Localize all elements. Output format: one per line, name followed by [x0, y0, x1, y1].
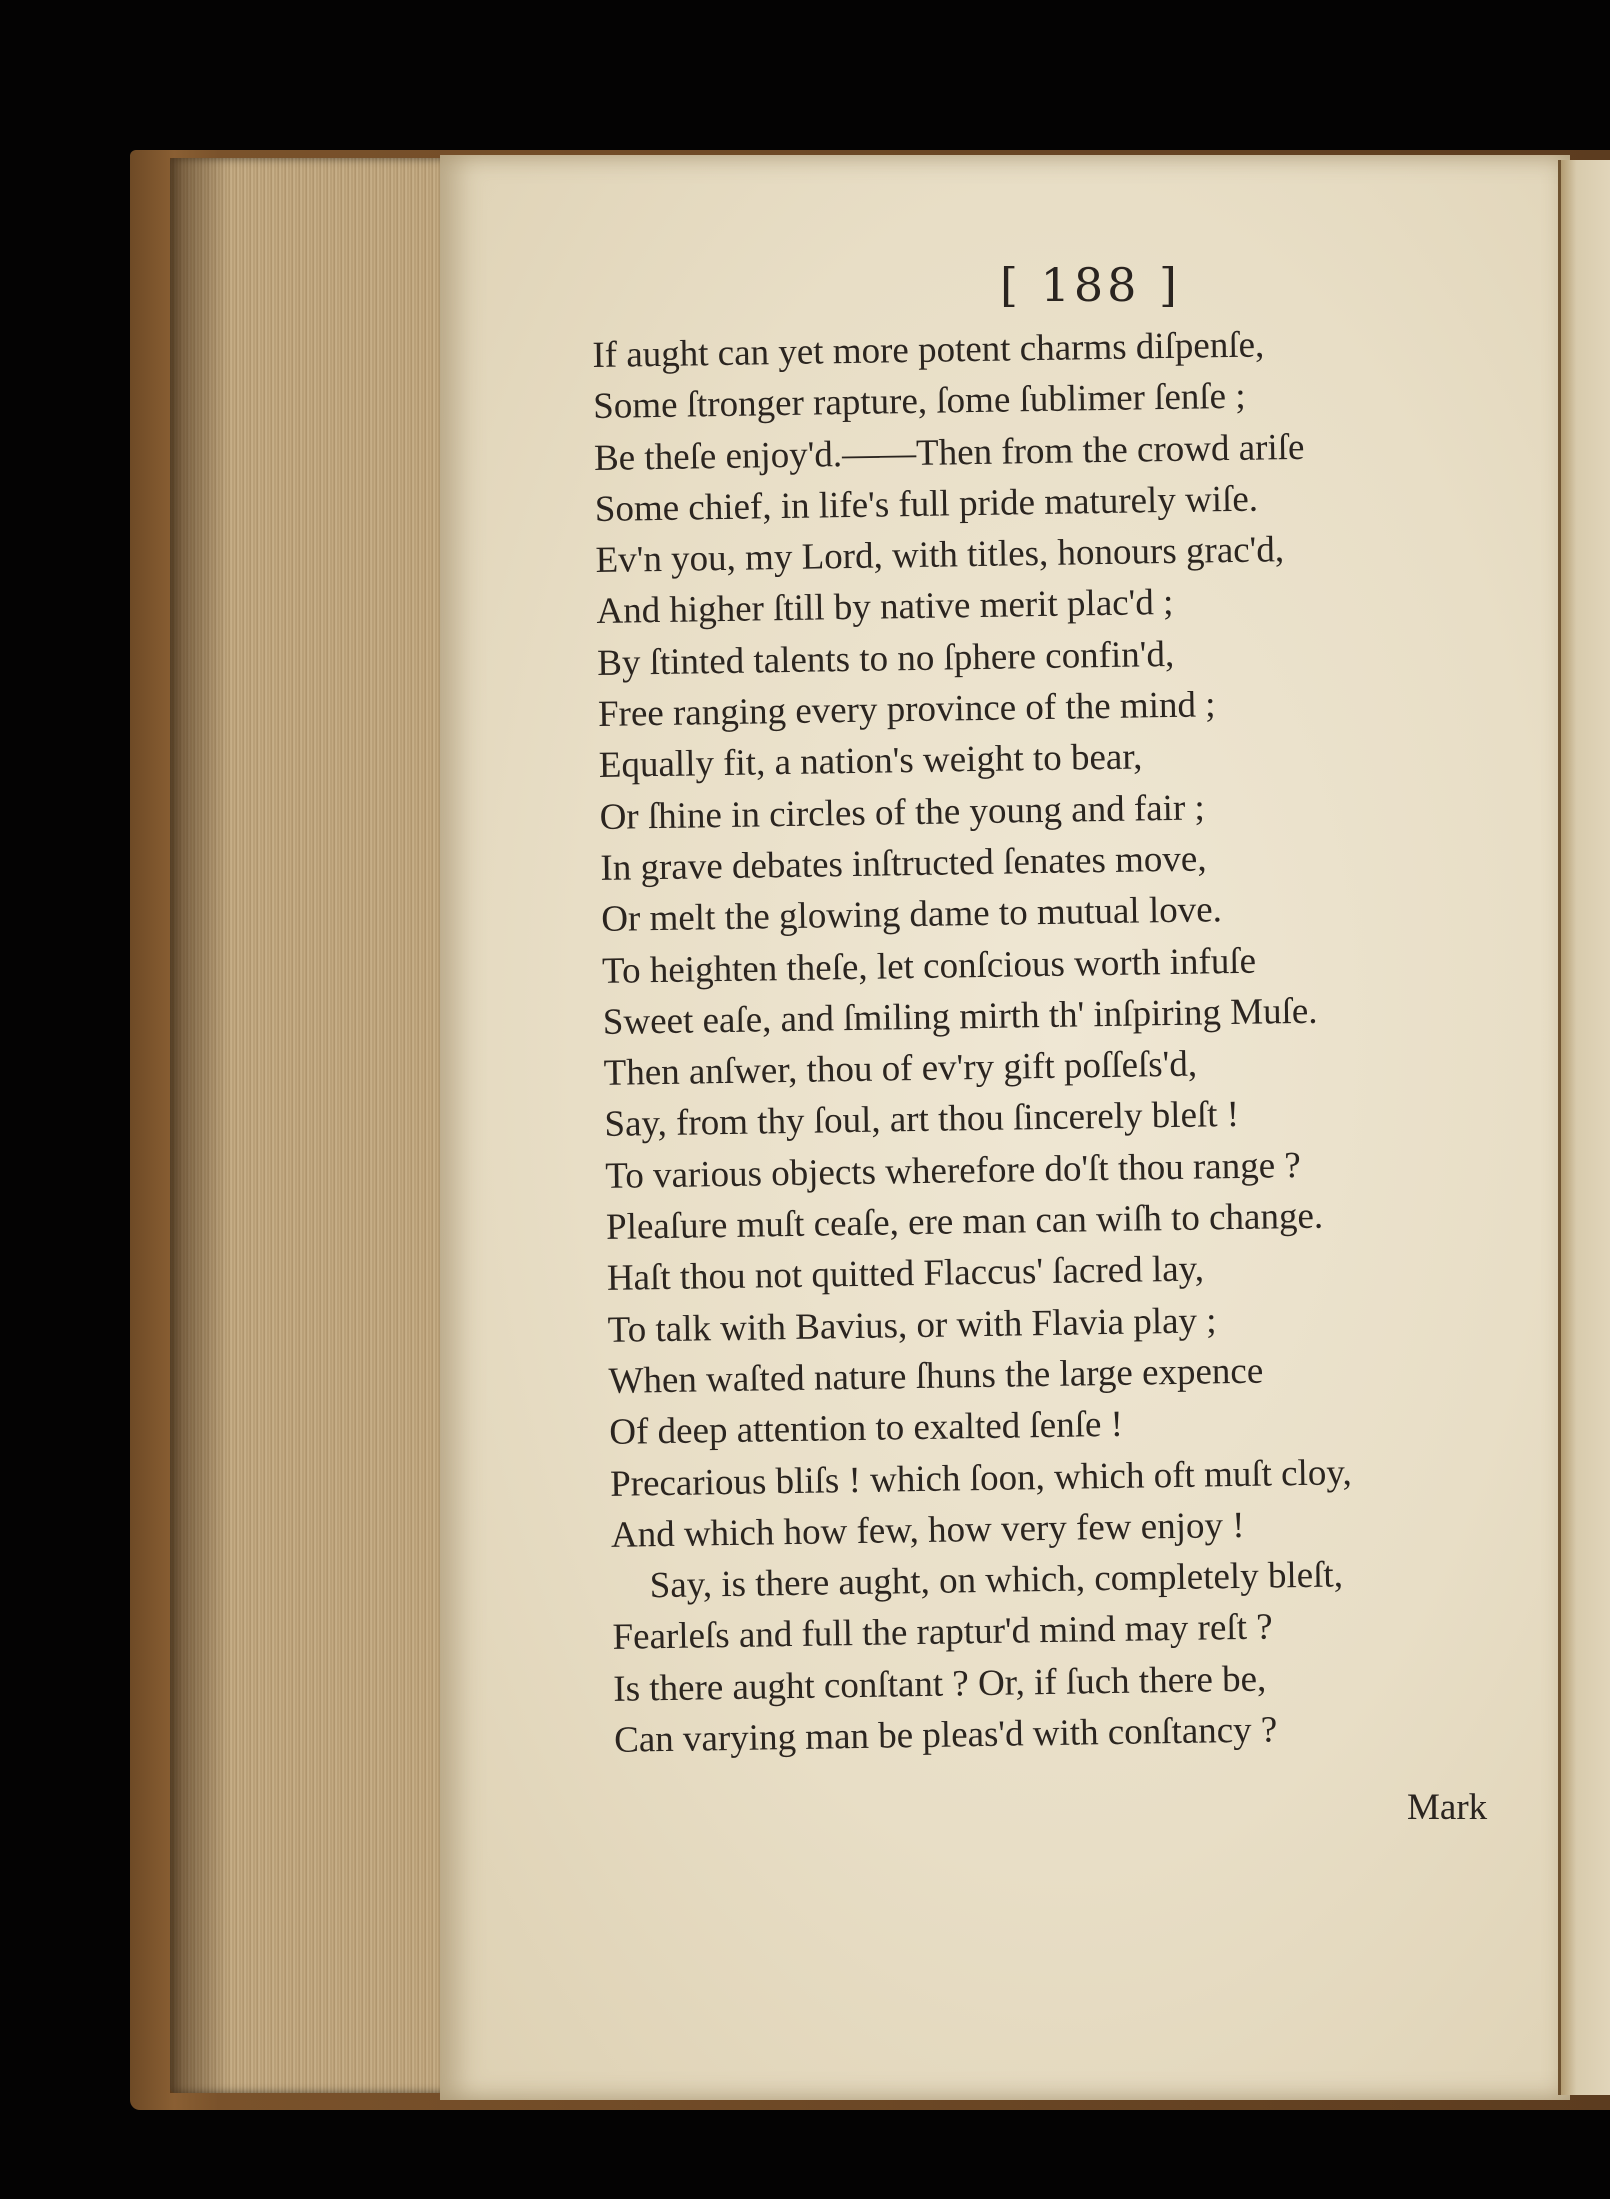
poem-line: Fearleſs and full the raptur'd mind may reſt ?: [612, 1606, 1273, 1659]
poem-line: Some chief, in life's full pride maturely wiſe.: [594, 478, 1259, 530]
poem-line: Pleaſure muſt ceaſe, ere man can wiſh to change.: [605, 1195, 1324, 1248]
poem-line: Equally fit, a nation's weight to bear,: [598, 736, 1143, 787]
poem-line: Is there aught conſtant ? Or, if ſuch there be,: [613, 1658, 1267, 1710]
poem-line: To heighten theſe, let conſcious worth infuſe: [601, 940, 1257, 992]
poem-line: If aught can yet more potent charms diſpenſe,: [592, 324, 1265, 376]
poem-line: And higher ſtill by native merit plac'd ;: [596, 582, 1174, 633]
poem-line: Haſt thou not quitted Flaccus' ſacred lay,: [606, 1248, 1205, 1300]
poem-line: Or melt the glowing dame to mutual love.: [600, 889, 1223, 941]
poem-line: To talk with Bavius, or with Flavia play ;: [607, 1299, 1217, 1351]
page-block-edges: [170, 158, 455, 2093]
poem-line: In grave debates inſtructed ſenates move,: [600, 838, 1207, 889]
facing-page-edge: [1558, 160, 1610, 2095]
poem-line: Of deep attention to exalted ſenſe !: [608, 1404, 1124, 1454]
poem-text: [592, 316, 1514, 1766]
poem-line: Ev'n you, my Lord, with titles, honours grac'd,: [595, 529, 1285, 582]
poem-line: To various objects wherefore do'ſt thou range ?: [604, 1144, 1302, 1197]
poem-line: Sweet eaſe, and ſmiling mirth th' inſpiring Muſe.: [602, 990, 1318, 1043]
poem-line: Precarious bliſs ! which ſoon, which oft muſt cloy,: [609, 1451, 1352, 1505]
catchword: Mark: [1407, 1787, 1488, 1828]
poem-line: Say, from thy ſoul, art thou ſincerely bleſt !: [604, 1094, 1240, 1146]
poem-line: Free ranging every province of the mind ;: [597, 684, 1216, 736]
page-number: [ 188 ]: [1000, 258, 1181, 312]
poem-line: When waſted nature ſhuns the large expence: [608, 1350, 1264, 1402]
poem-line: Or ſhine in circles of the young and fair ;: [599, 787, 1206, 838]
poem-line: Be theſe enjoy'd.——Then from the crowd ariſe: [593, 426, 1305, 479]
poem-line: Say, is there aught, on which, completely bleſt,: [649, 1554, 1344, 1607]
poem-line: By ſtinted talents to no ſphere confin'd,: [596, 633, 1175, 684]
poem-line: Some ſtronger rapture, ſome ſublimer ſenſe ;: [592, 376, 1246, 428]
poem-line: Then anſwer, thou of ev'ry gift poſſeſs'd,: [603, 1043, 1198, 1095]
poem-line: Can varying man be pleas'd with conſtancy ?: [613, 1709, 1278, 1761]
poem-line: And which how few, how very few enjoy !: [610, 1504, 1245, 1556]
